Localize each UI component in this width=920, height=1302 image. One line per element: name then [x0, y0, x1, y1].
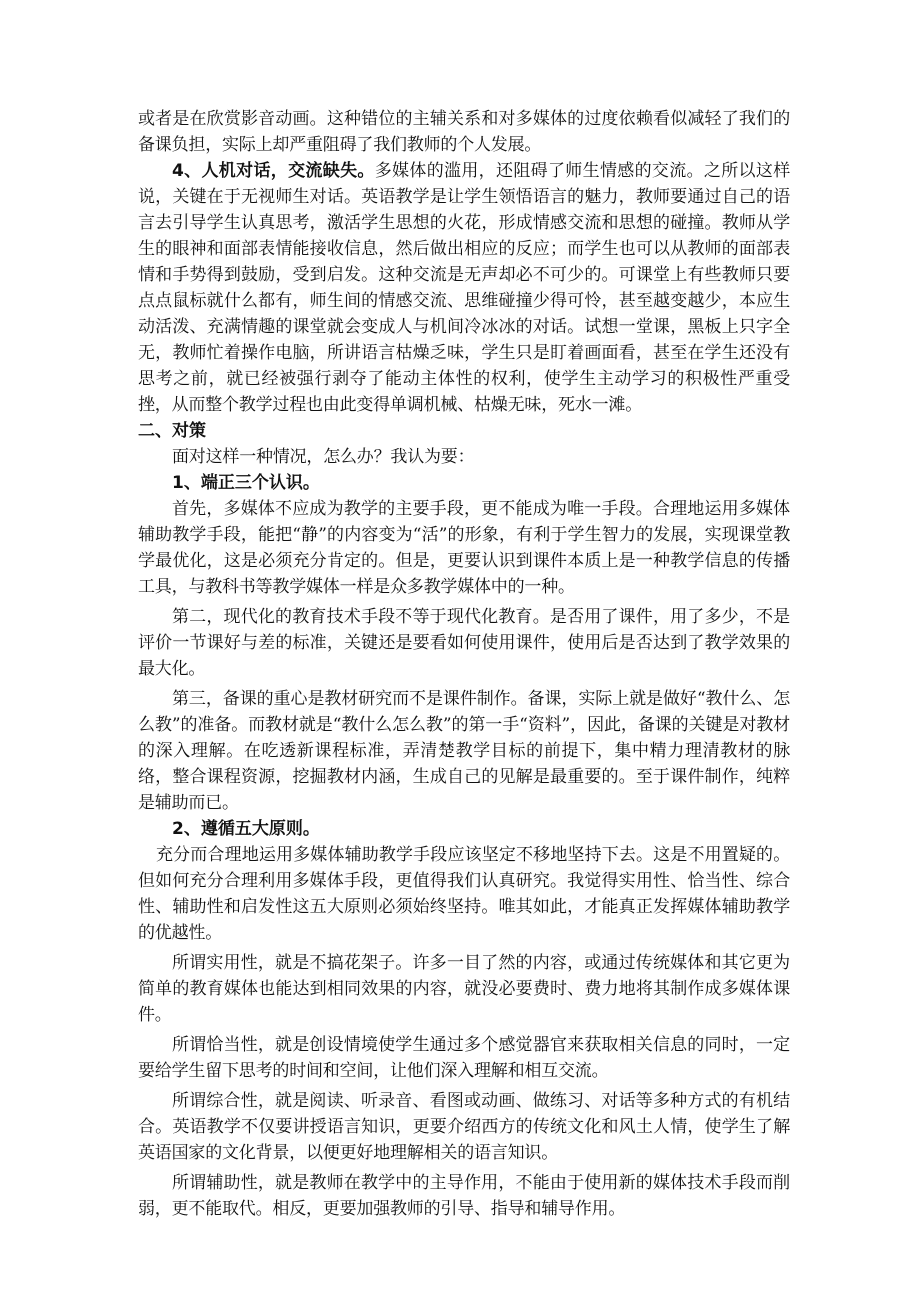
paragraph-auxiliary: 所谓辅助性，就是教师在教学中的主导作用，不能由于使用新的媒体技术手段而削弱，更不能取代。相反，更要加强教师的引导、指导和辅导作用。	[138, 1173, 790, 1219]
paragraph-appropriateness: 所谓恰当性，就是创设情境使学生通过多个感觉器官来获取相关信息的同时，一定要给学生留下思考的时间和空间，让他们深入理解和相互交流。	[138, 1035, 790, 1081]
paragraph-principles-intro: 充分而合理地运用多媒体辅助教学手段应该坚定不移地坚持下去。这是不用置疑的。但如何充分合理利用多媒体手段，更值得我们认真研究。我觉得实用性、恰当性、综合性、辅助性和启发性这五大原则必须始终坚持。唯其如此，才能真正发挥媒体辅助教学的优越性。	[138, 845, 790, 943]
paragraph-comprehensiveness: 所谓综合性，就是阅读、听录音、看图或动画、做练习、对话等多种方式的有机结合。英语教学不仅要讲授语言知识，更要介绍西方的传统文化和风土人情，使学生了解英语国家的文化背景，以便更好地理解相关的语言知识。	[138, 1091, 790, 1163]
paragraph-continuation: 或者是在欣赏影音动画。这种错位的主辅关系和对多媒体的过度依赖看似减轻了我们的备课负担，实际上却严重阻碍了我们教师的个人发展。	[138, 109, 790, 155]
paragraph-second: 第二，现代化的教育技术手段不等于现代化教育。是否用了课件，用了多少，不是评价一节课好与差的标准，关键还是要看如何使用课件，使用后是否达到了教学效果的最大化。	[138, 607, 790, 679]
paragraph-third: 第三，备课的重心是教材研究而不是课件制作。备课，实际上就是做好“教什么、怎么教”的准备。而教材就是“教什么怎么教”的第一手“资料”，因此，备课的关键是对教材的深入理解。在吃透新课程标准，弄清楚教学目标的前提下，集中精力理清教材的脉络，整合课程资源，挖掘教材内涵，生成自己的见解是最重要的。至于课件制作，纯粹是辅助而已。	[138, 689, 790, 813]
document-page	[138, 106, 790, 1222]
paragraph-first: 首先，多媒体不应成为教学的主要手段，更不能成为唯一手段。合理地运用多媒体辅助教学手段，能把“静”的内容变为“活”的形象，有利于学生智力的发展，实现课堂教学最优化，这是必须充分肯定的。但是，更要认识到课件本质上是一种教学信息的传播工具，与教科书等教学媒体一样是众多教学媒体中的一种。	[138, 499, 790, 597]
point-4-heading: 4、人机对话，交流缺失。	[172, 161, 375, 181]
paragraph-intro: 面对这样一种情况，怎么办？我认为要：	[172, 447, 475, 467]
sub-heading-five-principles: 2、遵循五大原则。	[172, 819, 320, 839]
sub-heading-three-understandings: 1、端正三个认识。	[172, 473, 320, 493]
paragraph-practicality: 所谓实用性，就是不搞花架子。许多一目了然的内容，或通过传统媒体和其它更为简单的教育媒体也能达到相同效果的内容，就没必要费时、费力地将其制作成多媒体课件。	[138, 953, 790, 1025]
section-heading-countermeasures: 二、对策	[138, 421, 206, 441]
paragraph-point-4	[138, 158, 790, 418]
point-4-body: 多媒体的滥用，还阻碍了师生情感的交流。之所以这样说，关键在于无视师生对话。英语教学是让学生领悟语言的魅力，教师要通过自己的语言去引导学生认真思考，激活学生思想的火花，形成情感交流和思想的碰撞。教师从学生的眼神和面部表情能接收信息，然后做出相应的反应；而学生也可以从教师的面部表情和手势得到鼓励，受到启发。这种交流是无声却必不可少的。可课堂上有些教师只要点点鼠标就什么都有，师生间的情感交流、思维碰撞少得可怜，甚至越变越少，本应生动活泼、充满情趣的课堂就会变成人与机间冷冰冰的对话。试想一堂课，黑板上只字全无，教师忙着操作电脑，所讲语言枯燥乏味，学生只是盯着画面看，甚至在学生还没有思考之前，就已经被强行剥夺了能动主体性的权利，使学生主动学习的积极性严重受挫，从而整个教学过程也由此变得单调机械、枯燥无味，死水一滩。	[138, 161, 790, 415]
